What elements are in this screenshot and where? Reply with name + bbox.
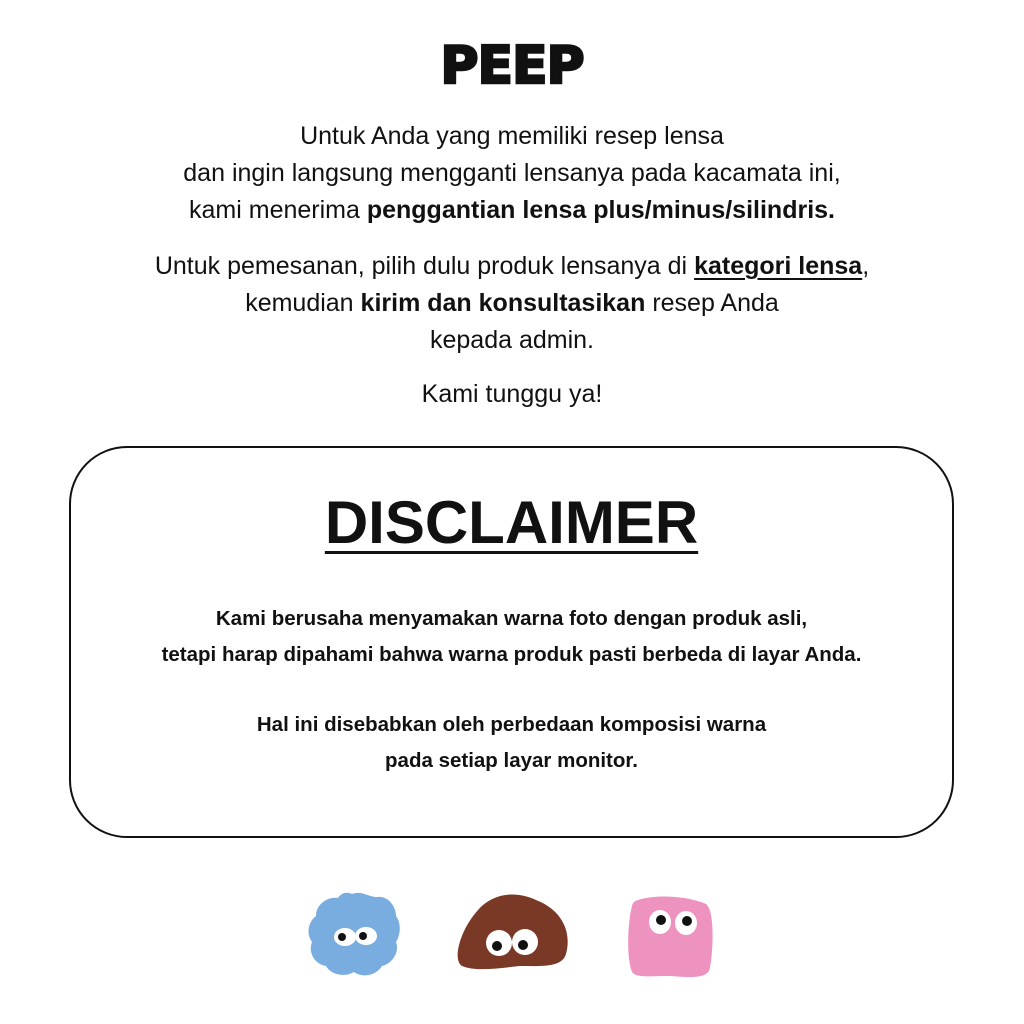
intro-line: Untuk pemesanan, pilih dulu produk lensanya di (154, 252, 695, 280)
disclaimer-line: tetapi harap dipahami bahwa warna produk pasti berbeda di layar Anda. (161, 643, 862, 666)
intro-line: Untuk Anda yang memiliki resep lensa (300, 122, 724, 150)
intro-paragraph-lens-replacement (0, 118, 1024, 229)
intro-highlight: kirim dan konsultasikan (360, 289, 646, 317)
intro-line: kemudian (245, 289, 361, 317)
disclaimer-title: DISCLAIMER (324, 489, 699, 556)
pink-mascot-icon (628, 897, 712, 978)
intro-highlight: penggantian lensa plus/minus/silindris. (366, 196, 835, 224)
mascot-group (300, 880, 730, 990)
brown-mascot-icon (458, 895, 568, 970)
disclaimer-line: Kami berusaha menyamakan warna foto dengan produk asli, (215, 607, 808, 630)
disclaimer-box (69, 446, 954, 838)
disclaimer-paragraph-color (71, 601, 952, 673)
disclaimer-line: pada setiap layar monitor. (385, 749, 638, 772)
lens-category-link[interactable]: kategori lensa (694, 252, 863, 280)
intro-line: kami menerima (189, 196, 367, 224)
intro-line: resep Anda (645, 289, 779, 317)
disclaimer-line: Hal ini disebabkan oleh perbedaan komposisi warna (256, 713, 767, 736)
blue-mascot-icon (309, 893, 400, 976)
disclaimer-paragraph-monitor (71, 707, 952, 779)
intro-paragraph-ordering (0, 248, 1024, 359)
closing-text: Kami tunggu ya! (421, 380, 603, 408)
intro-line: , (862, 252, 870, 280)
brand-logo: PEEP (440, 36, 584, 96)
intro-line: dan ingin langsung mengganti lensanya pada kacamata ini, (183, 159, 841, 187)
intro-line: kepada admin. (429, 326, 594, 354)
